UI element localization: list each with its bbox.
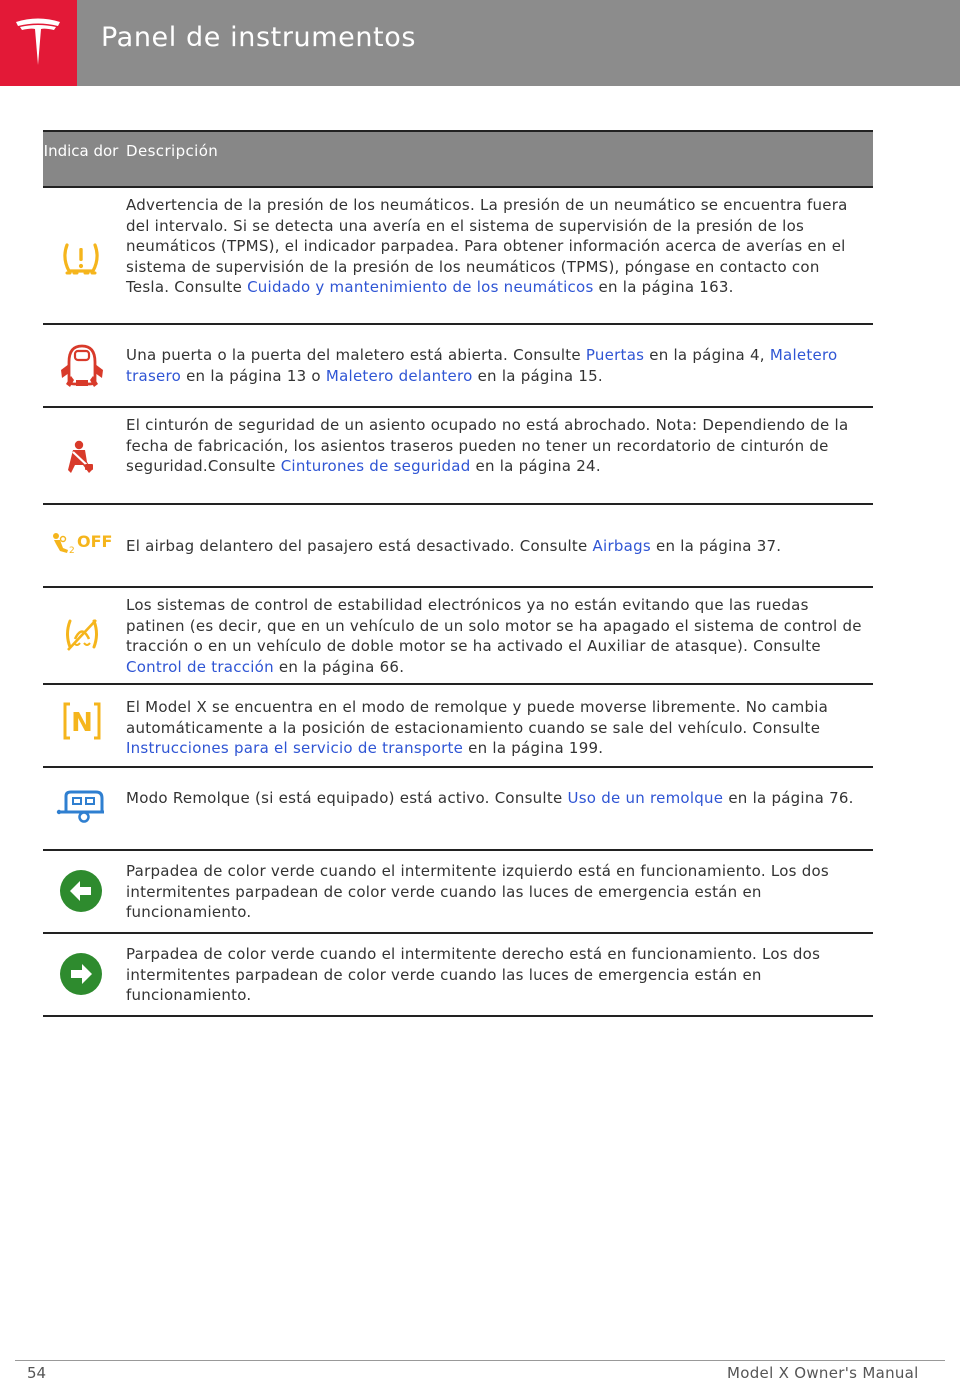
- page-title: Panel de instrumentos: [101, 22, 417, 53]
- table-row: [43, 934, 873, 1017]
- row-description: El airbag delantero del pasajero está desactivado. Consulte Airbags en la página 37.: [126, 537, 782, 555]
- row-description: El cinturón de seguridad de un asiento ocupado no está abrochado. Nota: Dependiendo de la fecha de fabricación, los asientos traseros pueden no tener un recordatorio de cinturón de seguridad.Consulte Cinturones de seguridad en la página 24.: [126, 416, 849, 475]
- trailer-mode-icon: [56, 790, 106, 824]
- tesla-logo-icon: [13, 16, 63, 68]
- manual-title: Model X Owner's Manual: [727, 1364, 919, 1382]
- table-row: [43, 588, 873, 685]
- table-row: [43, 505, 873, 588]
- link-seatbelts[interactable]: Cinturones de seguridad: [280, 457, 471, 475]
- row-description: Parpadea de color verde cuando el intermitente derecho está en funcionamiento. Los dos intermitentes parpadean de color verde cuando las luces de emergencia están en funcionamiento.: [126, 945, 821, 1004]
- link-airbags[interactable]: Airbags: [592, 537, 651, 555]
- link-trailer-use[interactable]: Uso de un remolque: [567, 789, 724, 807]
- row-description: Una puerta o la puerta del maletero está abierta. Consulte Puertas en la página 4, Maletero trasero en la página 13 o Maletero delantero en la página 15.: [126, 346, 838, 385]
- link-doors[interactable]: Puertas: [585, 346, 645, 364]
- table-header: [43, 130, 873, 188]
- row-description: Parpadea de color verde cuando el intermitente izquierdo está en funcionamiento. Los dos intermitentes parpadean de color verde cuando las luces de emergencia están en funcionamiento.: [126, 862, 829, 921]
- passenger-airbag-off-icon: [51, 530, 117, 556]
- link-rear-trunk[interactable]: Maletero trasero: [126, 346, 838, 385]
- svg-text:2: 2: [69, 546, 75, 556]
- description-column-header: Descripción: [126, 142, 219, 160]
- link-traction-control[interactable]: Control de tracción: [126, 657, 274, 676]
- link-transport-instructions[interactable]: Instrucciones para el servicio de transporte: [126, 739, 464, 757]
- page-number: 54: [27, 1364, 47, 1382]
- table-row: [43, 851, 873, 934]
- footer-divider: [15, 1360, 945, 1361]
- table-row: [43, 408, 873, 505]
- svg-text:OFF: OFF: [77, 532, 113, 551]
- table-row: [43, 768, 873, 851]
- indicator-table: [43, 130, 873, 1017]
- neutral-tow-mode-icon: [62, 701, 102, 741]
- svg-text:N: N: [71, 708, 93, 738]
- page-header: [0, 0, 960, 86]
- table-row: [43, 685, 873, 768]
- tire-pressure-warning-icon: [61, 239, 101, 279]
- link-tire-care[interactable]: Cuidado y mantenimiento de los neumáticos: [247, 278, 594, 296]
- row-description: El Model X se encuentra en el modo de remolque y puede moverse libremente. No cambia automáticamente a la posición de estacionamiento cuando se sale del vehículo. Consulte Instrucciones para el servicio de transporte en la página 199.: [126, 698, 829, 757]
- tesla-logo: [0, 0, 77, 86]
- traction-control-off-icon: [62, 616, 102, 656]
- right-turn-signal-icon: [59, 952, 103, 996]
- door-open-icon: [59, 340, 105, 390]
- table-row: [43, 325, 873, 408]
- seatbelt-icon: [65, 440, 97, 476]
- row-description: Modo Remolque (si está equipado) está activo. Consulte Uso de un remolque en la página 76.: [126, 789, 854, 807]
- left-turn-signal-icon: [59, 869, 103, 913]
- indicator-column-header: Indica dor: [43, 142, 119, 160]
- row-description: Advertencia de la presión de los neumáticos. La presión de un neumático se encuentra fuera del intervalo. Si se detecta una avería en el sistema de supervisión de la presión de los neumáticos (TPMS), el indicador parpadea. Para obtener información acerca de averías en el sistema de supervisión de la presión de los neumáticos (TPMS), póngase en contacto con Tesla. Consulte Cuidado y mantenimiento de los neumáticos en la página 163.: [126, 196, 848, 296]
- row-description: Los sistemas de control de estabilidad electrónicos ya no están evitando que las ruedas patinen (es decir, que en un vehículo de un solo motor se ha apagado el sistema de control de tracción o en un vehículo de doble motor se ha activado el Auxiliar de atasque). Consulte Control de tracción en la página 66.: [126, 596, 862, 676]
- table-row: [43, 188, 873, 325]
- link-front-trunk[interactable]: Maletero delantero: [325, 366, 473, 385]
